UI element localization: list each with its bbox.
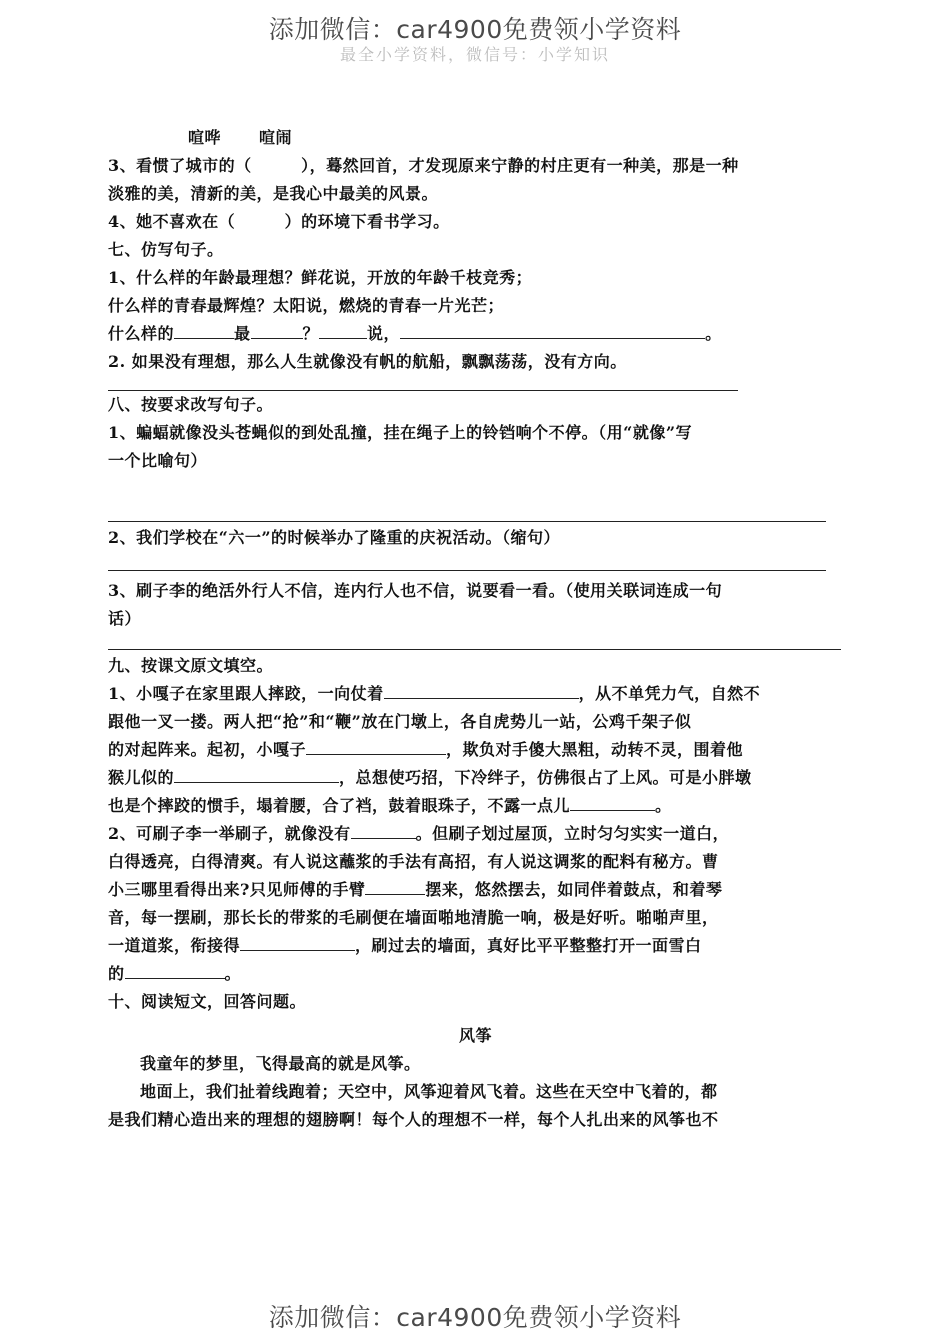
answer-blank[interactable] [251,320,303,339]
fill-text: 小三哪里看得出来?只见师傅的手臂 [108,880,366,899]
template-part: 。 [705,324,722,343]
fill-line [108,736,843,764]
answer-blank[interactable] [570,792,655,811]
fill-text: 。 [224,964,242,983]
answer-blank[interactable] [125,960,225,979]
answer-blank[interactable] [319,320,367,339]
rewrite-q2: 2、我们学校在“六一”的时候举办了隆重的庆祝活动。（缩句） [108,528,561,547]
fill-line [108,680,843,708]
q3-line2: 淡雅的美，清新的美，是我心中最美的风景。 [108,184,439,203]
answer-blank[interactable] [384,680,579,699]
section-9-title: 九、按课文原文填空。 [108,656,274,675]
fill-text: 猴儿似的 [108,768,175,787]
fill-text: 一道道浆，衔接得 [108,936,241,955]
article-title: 风筝 [458,1026,492,1045]
fill-line: 跟他一叉一搂。两人把“抢”和“鞭”放在门墩上，各自虎势儿一站，公鸡千架子似 [108,712,692,731]
answer-line[interactable] [108,376,738,391]
fill-line [108,792,843,820]
fill-text: ，总想使巧招，下冷绊子，仿佛很占了上风。可是小胖墩 [339,768,752,787]
answer-blank[interactable] [174,764,339,783]
answer-line[interactable] [108,475,826,522]
imitate-template [108,320,843,348]
word-choice: 喧闹 [259,128,293,147]
answer-blank[interactable] [351,820,416,839]
q4: 4、她不喜欢在（ ）的环境下看书学习。 [108,212,450,231]
template-part: 说， [367,324,401,343]
fill-text: 2、可刷子李一举刷子，就像没有 [108,824,351,843]
template-part: ？ [302,324,320,343]
fill-text: 的 [108,964,125,983]
section-8-title: 八、按要求改写句子。 [108,395,274,414]
answer-line[interactable] [108,633,841,650]
answer-blank[interactable] [400,320,705,339]
q3-line1: 3、看惯了城市的（ ），蓦然回首，才发现原来宁静的村庄更有一种美，那是一种 [108,156,739,175]
fill-line [108,960,843,988]
fill-text: ，刷过去的墙面，真好比平平整整打开一面雪白 [355,936,702,955]
word-choice: 喧哗 [188,128,222,147]
fill-text: 1、小嘎子在家里跟人摔跤，一向仗着 [108,684,384,703]
answer-line[interactable] [108,552,826,571]
rewrite-q3-line2: 话） [108,609,142,628]
fill-text: 摆来，悠然摆去，如同伴着鼓点，和着琴 [425,880,723,899]
watermark-bottom: 添加微信：car4900免费领小学资料 [268,1303,682,1332]
imitate-sentence-1: 1、什么样的年龄最理想？鲜花说，开放的年龄千枝竞秀； [108,268,533,287]
section-10-title: 十、阅读短文，回答问题。 [108,992,307,1011]
section-7-title: 七、仿写句子。 [108,240,224,259]
answer-blank[interactable] [365,876,425,895]
imitate-sentence-2: 什么样的青春最辉煌？太阳说，燃烧的青春一片光芒； [108,296,505,315]
fill-line [108,876,843,904]
faded-header: 最全小学资料，微信号：小学知识 [339,45,610,64]
article-paragraph: 地面上，我们扯着线跑着；天空中，风筝迎着风飞着。这些在天空中飞着的，都 [140,1082,718,1101]
fill-text: 也是个摔跤的惯手，塌着腰，合了裆，鼓着眼珠子，不露一点儿 [108,796,571,815]
imitate-sentence-3: 2. 如果没有理想，那么人生就像没有帆的航船，飘飘荡荡，没有方向。 [108,352,627,371]
answer-blank[interactable] [240,932,355,951]
fill-line: 音，每一摆刷，那长长的带浆的毛刷便在墙面啪地清脆一响，极是好听。啪啪声里， [108,908,719,927]
fill-text: 的对起阵来。起初，小嘎子 [108,740,307,759]
fill-text: ，欺负对手傻大黑粗，动转不灵，围着他 [446,740,744,759]
worksheet-page [108,124,843,1134]
fill-text: 。 [655,796,672,815]
rewrite-q3-line1: 3、刷子李的绝活外行人不信，连内行人也不信，说要看一看。（使用关联词连成一句 [108,581,723,600]
fill-line [108,764,843,792]
template-part: 什么样的 [108,324,175,343]
rewrite-q1-line1: 1、蝙蝠就像没头苍蝇似的到处乱撞，挂在绳子上的铃铛响个不停。（用“就像”写 [108,423,693,442]
answer-blank[interactable] [174,320,234,339]
fill-line: 白得透亮，白得清爽。有人说这蘸浆的手法有高招，有人说这调浆的配料有秘方。曹 [108,852,719,871]
fill-line [108,820,843,848]
watermark-top: 添加微信：car4900免费领小学资料 [268,15,682,44]
template-part: 最 [234,324,251,343]
article-paragraph: 我童年的梦里，飞得最高的就是风筝。 [140,1054,421,1073]
fill-text: ，从不单凭力气，自然不 [578,684,761,703]
fill-line [108,932,843,960]
rewrite-q1-line2: 一个比喻句） [108,451,208,470]
article-paragraph: 是我们精心造出来的理想的翅膀啊！每个人的理想不一样，每个人扎出来的风筝也不 [108,1110,719,1129]
word-choices [108,124,843,152]
answer-blank[interactable] [306,736,446,755]
fill-text: 。但刷子划过屋顶，立时匀匀实实一道白， [415,824,730,843]
